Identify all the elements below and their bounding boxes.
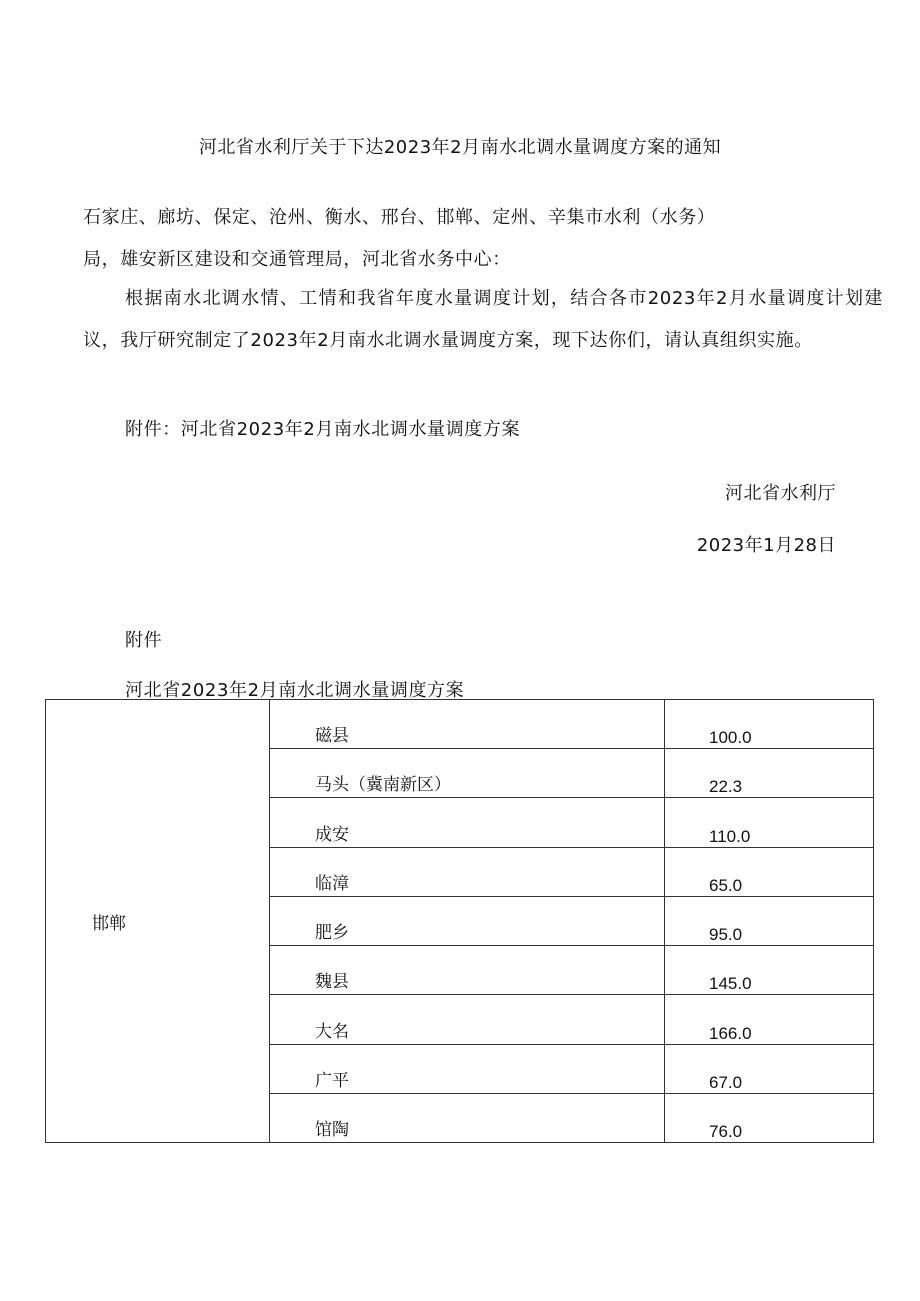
- dispatch-table: [45, 699, 874, 1143]
- amount-cell: 145.0: [665, 946, 874, 995]
- amount-cell: 65.0: [665, 847, 874, 896]
- issue-date: 2023年1月28日: [696, 535, 836, 556]
- region-cell: 邯郸: [46, 700, 270, 1143]
- dispatch-table-body: [46, 700, 874, 1143]
- amount-cell: 76.0: [665, 1093, 874, 1142]
- county-cell: 馆陶: [270, 1093, 665, 1142]
- county-cell: 大名: [270, 995, 665, 1044]
- attachment-note: 附件：河北省2023年2月南水北调水量调度方案: [125, 419, 521, 440]
- amount-cell: 22.3: [665, 749, 874, 798]
- attachment-heading: 附件: [125, 630, 163, 651]
- county-cell: 魏县: [270, 946, 665, 995]
- attachment-title: 河北省2023年2月南水北调水量调度方案: [125, 680, 465, 701]
- county-cell: 肥乡: [270, 896, 665, 945]
- notice-body: 根据南水北调水情、工情和我省年度水量调度计划，结合各市2023年2月水量调度计划建议，我厅研究制定了2023年2月南水北调水量调度方案，现下达你们，请认真组织实施。: [83, 288, 883, 351]
- county-cell: 临漳: [270, 847, 665, 896]
- county-cell: 磁县: [270, 700, 665, 749]
- amount-cell: 67.0: [665, 1044, 874, 1093]
- amount-cell: 110.0: [665, 798, 874, 847]
- amount-cell: 95.0: [665, 896, 874, 945]
- issuer: 河北省水利厅: [725, 483, 836, 504]
- notice-title: 河北省水利厅关于下达2023年2月南水北调水量调度方案的通知: [198, 137, 722, 158]
- recipients-line-2: 局，雄安新区建设和交通管理局，河北省水务中心：: [83, 249, 511, 270]
- amount-cell: 100.0: [665, 700, 874, 749]
- county-cell: 马头（冀南新区）: [270, 749, 665, 798]
- amount-cell: 166.0: [665, 995, 874, 1044]
- table-row: [46, 700, 874, 749]
- county-cell: 广平: [270, 1044, 665, 1093]
- county-cell: 成安: [270, 798, 665, 847]
- recipients-line-1: 石家庄、廊坊、保定、沧州、衡水、邢台、邯郸、定州、辛集市水利（水务）: [83, 207, 716, 228]
